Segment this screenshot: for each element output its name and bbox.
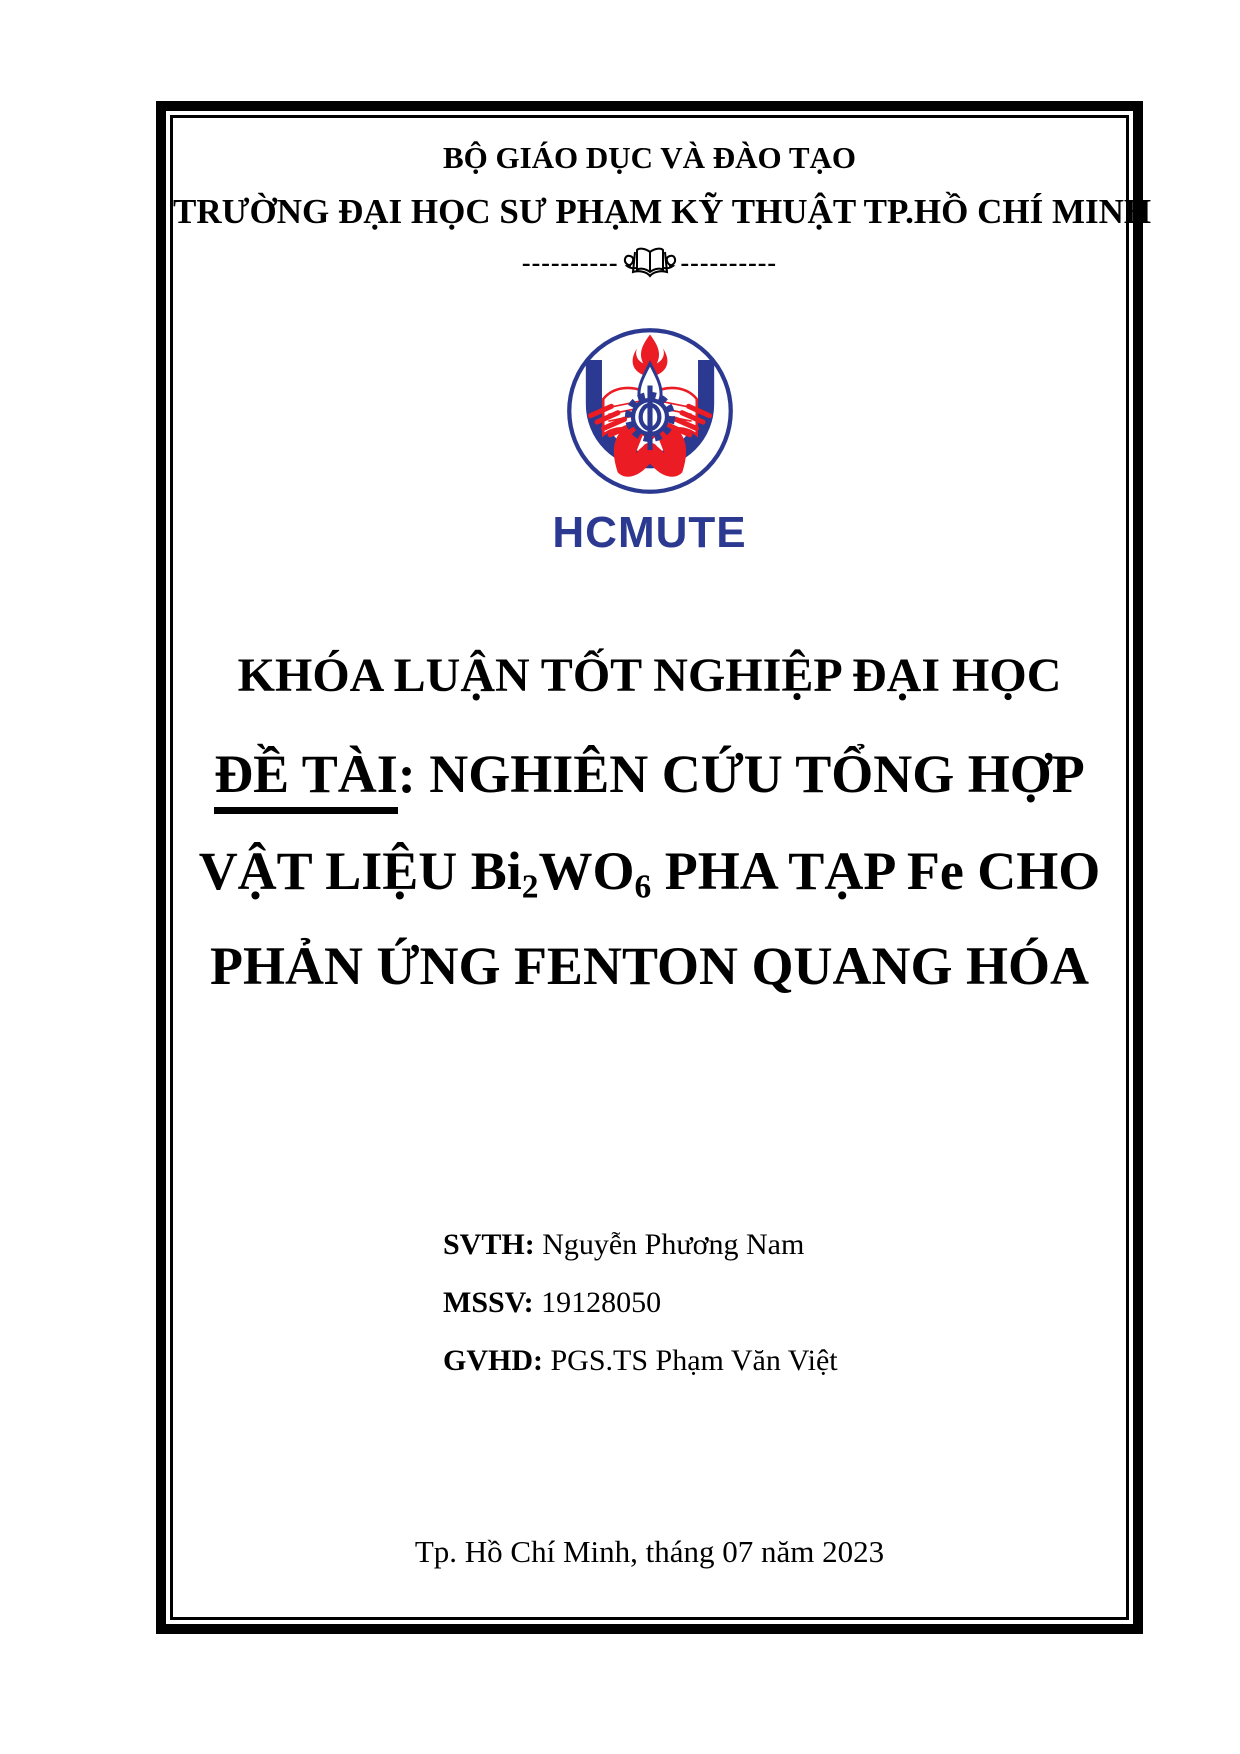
- mssv-value: 19128050: [533, 1286, 662, 1319]
- title-line2-subscript1: 2: [521, 868, 539, 906]
- title-line1-rest: : NGHIÊN CỨU TỔNG HỢP: [397, 744, 1085, 804]
- title-line2-part2: WO: [538, 841, 635, 901]
- title-line2-part3: PHA TẠP Fe CHO: [651, 841, 1101, 901]
- university-name: TRƯỜNG ĐẠI HỌC SƯ PHẠM KỸ THUẬT TP.HỒ CHÍ MINH: [173, 192, 1152, 231]
- student-name-row: [443, 1216, 838, 1274]
- place-date-line: Tp. Hồ Chí Minh, tháng 07 năm 2023: [414, 1534, 885, 1569]
- mssv-label: MSSV:: [443, 1286, 534, 1319]
- logo-caption: HCMUTE: [552, 508, 747, 557]
- divider-dashes-left: ----------: [521, 248, 619, 277]
- document-type-heading: KHÓA LUẬN TỐT NGHIỆP ĐẠI HỌC: [237, 649, 1062, 702]
- student-info-block: [443, 1216, 838, 1390]
- divider-dashes-right: ----------: [680, 248, 778, 277]
- thesis-title-line-1: [173, 743, 1126, 805]
- thesis-title-line-3: PHẢN ỨNG FENTON QUANG HÓA: [209, 936, 1089, 996]
- thesis-title-line-2: [173, 840, 1126, 906]
- ministry-name: BỘ GIÁO DỤC VÀ ĐÀO TẠO: [442, 140, 857, 175]
- svth-value: Nguyễn Phương Nam: [534, 1228, 805, 1261]
- page-border-frame: [156, 101, 1152, 1634]
- advisor-row: [443, 1332, 838, 1390]
- gvhd-label: GVHD:: [443, 1344, 543, 1377]
- book-ornament-icon: [621, 246, 679, 280]
- title-line2-part1: VẬT LIỆU Bi: [198, 841, 522, 901]
- student-id-row: [443, 1274, 838, 1332]
- page-border-inner: [170, 115, 1152, 1620]
- ornament-divider: [173, 246, 1126, 280]
- svth-label: SVTH:: [443, 1228, 535, 1261]
- hcmute-logo: [173, 326, 1126, 501]
- gvhd-value: PGS.TS Phạm Văn Việt: [543, 1344, 838, 1377]
- title-label-underlined: ĐỀ TÀI: [214, 744, 398, 814]
- hcmute-logo-graphic: [565, 326, 735, 496]
- title-line2-subscript2: 6: [634, 868, 652, 906]
